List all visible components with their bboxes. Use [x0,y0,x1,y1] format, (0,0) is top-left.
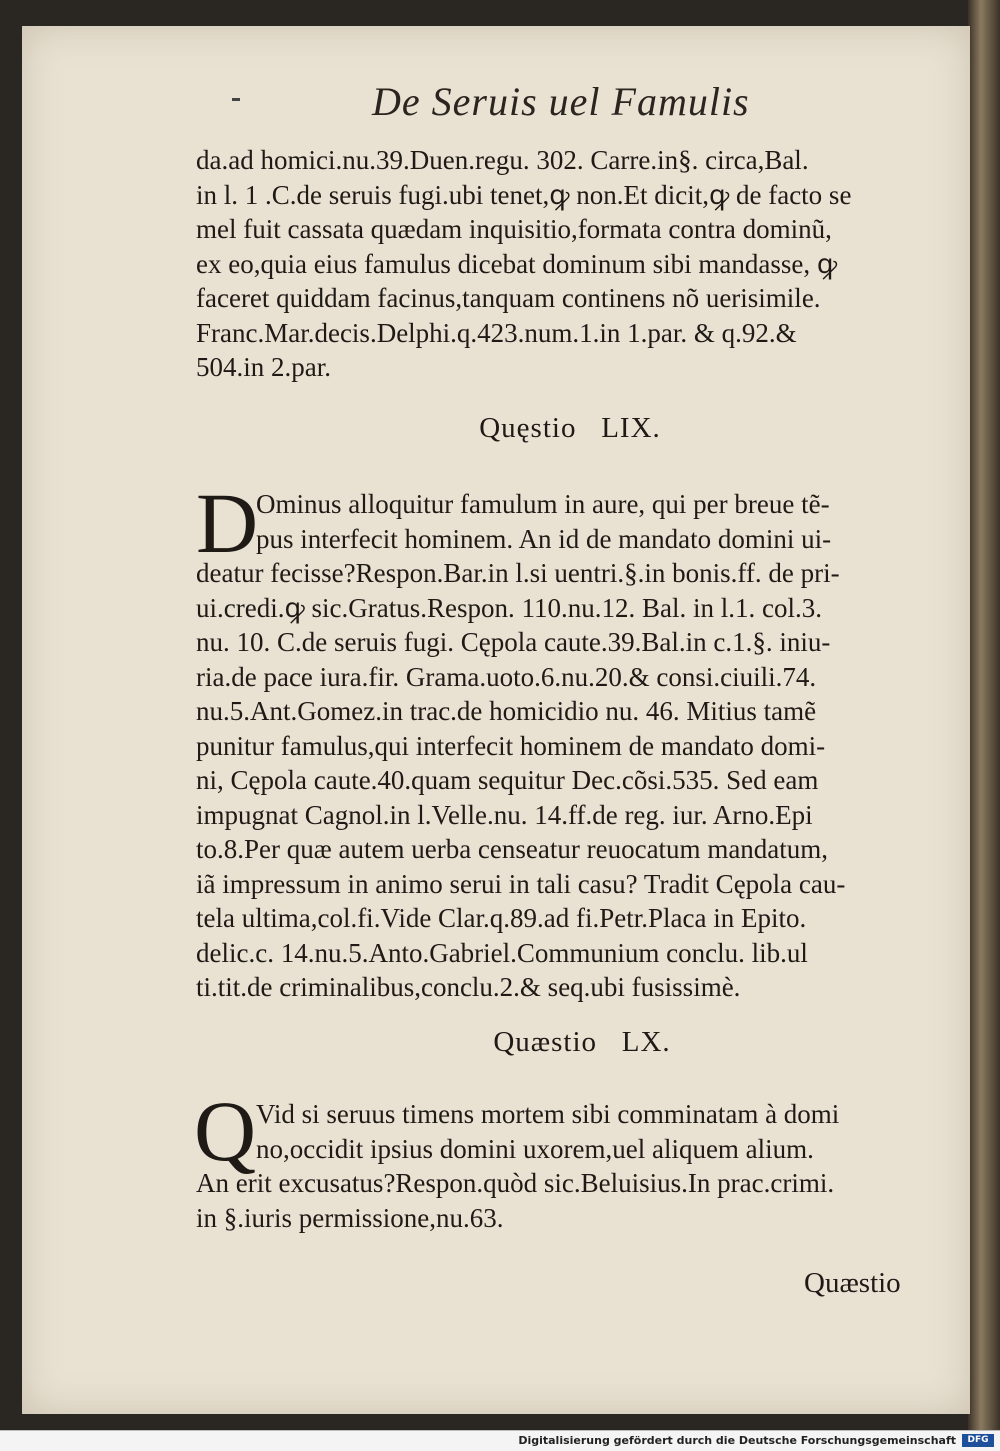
text-line: deatur fecisse?Respon.Bar.in l.si uentri.§.in bonis.ff. de pri- [196,558,840,588]
text-line: mel fuit cassata quædam inquisitio,formata contra dominũ, [196,214,832,244]
drop-cap-q: Q [194,1083,257,1179]
section-heading-lx: Quæstio LX. [493,1026,671,1058]
text-line: tela ultima,col.fi.Vide Clar.q.89.ad fi.Petr.Placa in Epito. [196,903,807,933]
dfg-logo: DFG [962,1434,994,1447]
page-mark [232,98,240,101]
footer-credit: Digitalisierung gefördert durch die Deutsche Forschungsgemeinschaft [518,1434,956,1447]
text-line: ti.tit.de criminalibus,conclu.2.& seq.ubi fusissimè. [196,972,741,1002]
text-block-2 [196,487,956,1005]
text-line: Ominus alloquitur famulum in aure, qui per breue tẽ- [256,489,830,519]
text-line: nu. 10. C.de seruis fugi. Cępola caute.39.Bal.in c.1.§. iniu- [196,627,831,657]
text-line: impugnat Cagnol.in l.Velle.nu. 14.ff.de reg. iur. Arno.Epi [196,799,813,830]
section-heading-lix: Quęstio LIX. [479,412,661,444]
text-line: ni, Cępola caute.40.quam sequitur Dec.cõsi.535. Sed eam [196,765,819,795]
text-line: punitur famulus,qui interfecit hominem de mandato domi- [196,730,826,761]
text-line: ex eo,quia eius famulus dicebat dominum sibi mandasse, ꝙ [196,248,838,279]
text-block-1 [196,143,956,385]
text-line: da.ad homici.nu.39.Duen.regu. 302. Carre.in§. circa,Bal. [196,145,809,175]
footer-bar [0,1430,1000,1451]
text-line: 504.in 2.par. [196,352,331,382]
text-line: ui.credi.ꝙ sic.Gratus.Respon. 110.nu.12. Bal. in l.1. col.3. [196,592,822,623]
drop-cap-d: D [196,475,259,571]
text-block-3 [196,1097,956,1235]
text-line: in §.iuris permissione,nu.63. [196,1202,504,1233]
text-line: nu.5.Ant.Gomez.in trac.de homicidio nu. 46. Mitius tamẽ [196,696,817,726]
text-line: iã impressum in animo serui in tali casu? Tradit Cępola cau- [196,868,846,899]
text-line: delic.c. 14.nu.5.Anto.Gabriel.Communium conclu. lib.ul [196,937,808,968]
text-line: Vid si seruus timens mortem sibi comminatam à domi [256,1099,840,1129]
text-line: Franc.Mar.decis.Delphi.q.423.num.1.in 1.par. & q.92.& [196,317,797,348]
text-line: An erit excusatus?Respon.quòd sic.Beluisius.In prac.crimi. [196,1168,835,1198]
running-head: De Seruis uel Famulis [372,79,750,124]
text-line: pus interfecit hominem. An id de mandato domini ui- [256,523,832,554]
catchword: Quæstio [804,1267,901,1299]
book-edge [968,0,1000,1430]
text-line: no,occidit ipsius domini uxorem,uel aliquem alium. [256,1133,814,1164]
text-line: ria.de pace iura.fir. Grama.uoto.6.nu.20.& consi.ciuili.74. [196,661,817,692]
text-line: to.8.Per quæ autem uerba censeatur reuocatum mandatum, [196,834,829,864]
text-line: faceret quiddam facinus,tanquam continens nõ uerisimile. [196,283,821,313]
text-line: in l. 1 .C.de seruis fugi.ubi tenet,ꝙ non.Et dicit,ꝙ de facto se [196,179,852,210]
